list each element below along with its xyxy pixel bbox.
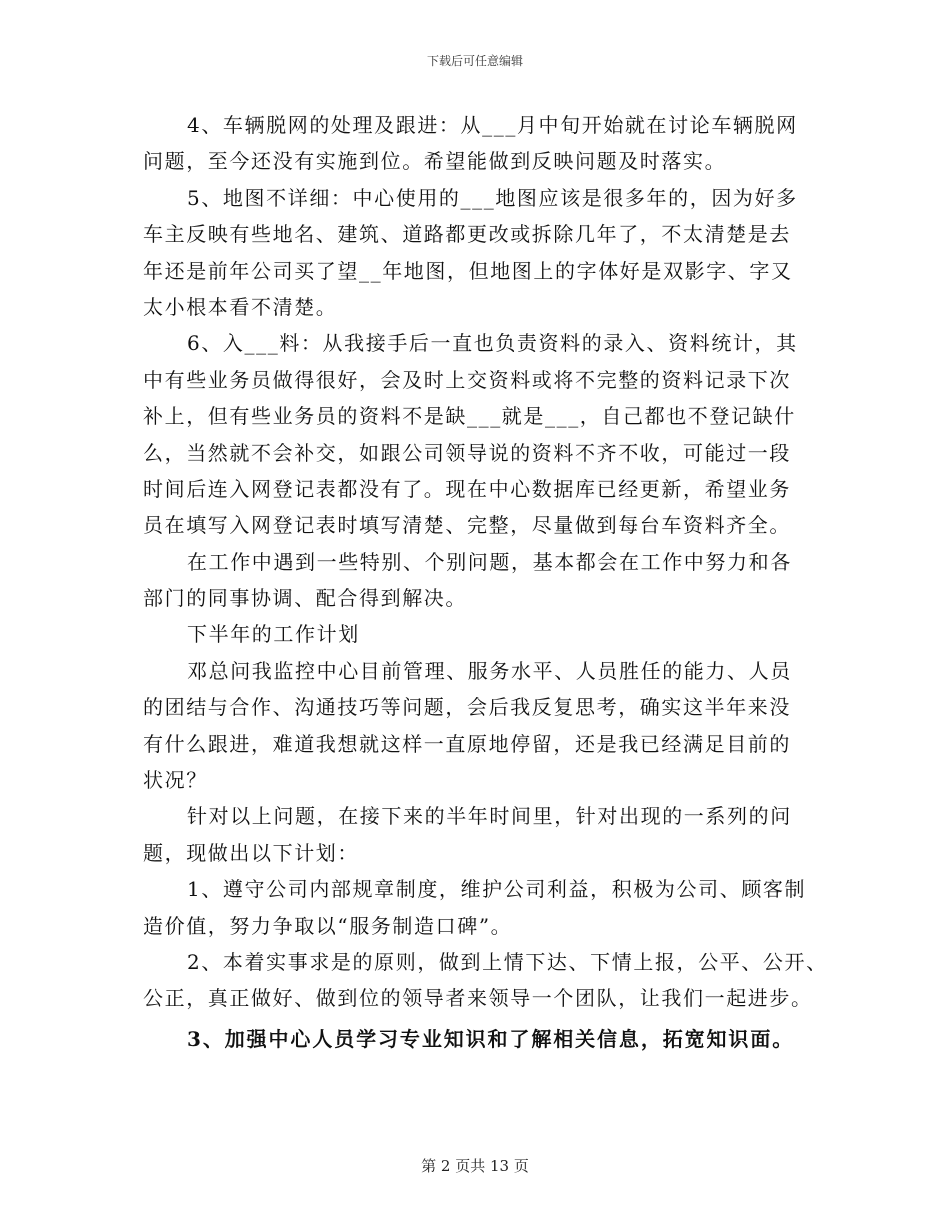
text-line: 邓总问我监控中心目前管理、服务水平、人员胜任的能力、人员 bbox=[187, 658, 792, 683]
text-line: 车主反映有些地名、建筑、道路都更改或拆除几年了，不太清楚是去 bbox=[143, 222, 791, 247]
text-line: 么，当然就不会补交，如跟公司领导说的资料不齐不收，可能过一段 bbox=[143, 440, 791, 465]
text-line: 补上，但有些业务员的资料不是缺___就是___，自己都也不登记缺什 bbox=[143, 404, 796, 429]
text-line: 的团结与合作、沟通技巧等问题，会后我反复思考，确实这半年来没 bbox=[143, 695, 791, 720]
text-line: 员在填写入网登记表时填写清楚、完整，尽量做到每台车资料齐全。 bbox=[143, 513, 791, 538]
text-line: 中有些业务员做得很好，会及时上交资料或将不完整的资料记录下次 bbox=[143, 367, 791, 392]
text-line: 5、地图不详细：中心使用的___地图应该是很多年的，因为好多 bbox=[187, 185, 798, 210]
text-line: 3、加强中心人员学习专业知识和了解相关信息，拓宽知识面。 bbox=[187, 1026, 795, 1051]
text-line: 针对以上问题，在接下来的半年时间里，针对出现的一系列的问 bbox=[187, 804, 792, 829]
text-line: 公正，真正做好、做到位的领导者来领导一个团队，让我们一起进步。 bbox=[143, 986, 813, 1011]
page-footer: 第 2 页共 13 页 bbox=[421, 1157, 529, 1175]
text-line: 2、本着实事求是的原则，做到上情下达、下情上报，公平、公开、 bbox=[187, 949, 828, 974]
text-line: 时间后连入网登记表都没有了。现在中心数据库已经更新，希望业务 bbox=[143, 476, 791, 501]
text-line: 有什么跟进，难道我想就这样一直原地停留，还是我已经满足目前的 bbox=[143, 731, 791, 756]
text-line: 部门的同事协调、配合得到解决。 bbox=[143, 586, 467, 611]
text-line: 造价值，努力争取以“服务制造口碑”。 bbox=[143, 913, 513, 938]
text-line: 6、入___料：从我接手后一直也负责资料的录入、资料统计，其 bbox=[187, 331, 798, 356]
text-line: 问题，至今还没有实施到位。希望能做到反映问题及时落实。 bbox=[143, 149, 727, 174]
text-line: 1、遵守公司内部规章制度，维护公司利益，积极为公司、顾客制 bbox=[187, 877, 807, 902]
text-line: 状况？ bbox=[143, 768, 208, 793]
text-line: 下半年的工作计划 bbox=[187, 622, 360, 647]
text-line: 在工作中遇到一些特别、个别问题，基本都会在工作中努力和各 bbox=[187, 549, 792, 574]
text-line: 太小根本看不清楚。 bbox=[143, 294, 338, 319]
text-line: 4、车辆脱网的处理及跟进：从___月中旬开始就在讨论车辆脱网 bbox=[187, 113, 798, 137]
document-body bbox=[143, 107, 828, 1057]
text-line: 年还是前年公司买了望__年地图，但地图上的字体好是双影字、字又 bbox=[143, 258, 793, 283]
text-line: 题，现做出以下计划： bbox=[143, 840, 359, 865]
page-header: 下载后可任意编辑 bbox=[426, 54, 523, 68]
